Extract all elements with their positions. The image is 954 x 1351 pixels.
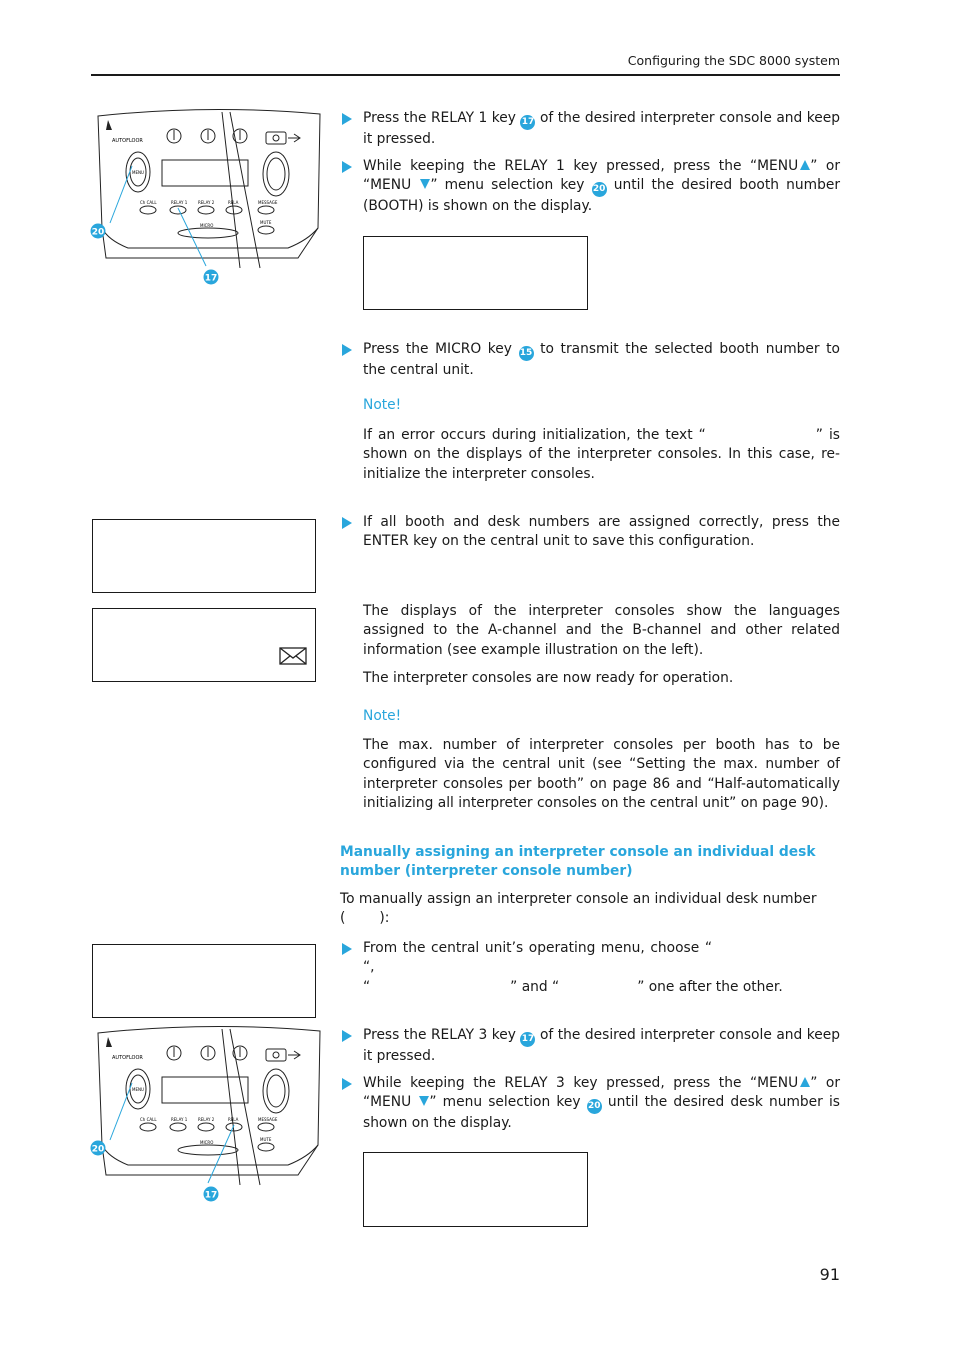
step-text: While keeping the RELAY 3 key pressed, press the “MENU [363,1075,799,1091]
console-illustration-top [88,108,328,288]
message-label: MESSAGE [258,200,278,205]
key-number-icon: 17 [520,1032,535,1047]
key-number-icon: 20 [587,1099,602,1114]
micro-label: MICRO [200,1140,214,1145]
relay2-label: RELAY 2 [198,1117,215,1122]
step-arrow-icon [342,113,352,125]
note-text: If an error occurs during initialization, the text “ [363,427,706,443]
step-arrow-icon [342,344,352,356]
lcd-display-menu [92,944,316,1018]
autofloor-label: AUTOFLOOR [112,1055,143,1061]
step-text: of the desired interpreter console and keep it pressed. [363,110,840,147]
relay2-label: RELAY 2 [198,200,215,205]
ch-call-label: Ch CALL [140,1117,157,1122]
step-arrow-icon [342,1078,352,1090]
relay1-label: RELAY 1 [171,1117,188,1122]
step-text: of the desired interpreter console and keep it pressed. [363,1027,840,1064]
autofloor-label: AUTOFLOOR [112,138,143,144]
arrow-down-icon [419,1096,429,1106]
note-text: ” is shown on the displays of the interpreter consoles. In this case, re-initialize the interpreter consoles. [363,427,840,482]
step-text: until the desired booth number (BOOTH) is shown on the display. [363,177,841,215]
note-error [363,426,840,484]
arrow-up-icon [800,160,810,170]
paragraph-displays: The displays of the interpreter consoles show the languages assigned to the A-channel and the B-channel and other related information (see example illustration on the left). [363,603,840,658]
console-drawing [88,1025,328,1205]
step-text: From the central unit’s operating menu, choose “ [363,940,712,956]
micro-label: MICRO [200,223,214,228]
step-text: ” or “MENU [363,158,840,194]
header-rule [91,74,840,76]
step-press-enter [340,513,840,552]
relay1-label: RELAY 1 [171,200,188,205]
step-text: If all booth and desk numbers are assigned correctly, press the ENTER key on the central unit to save this configuration. [363,514,840,550]
step-select-booth [340,157,840,217]
note-max-consoles: The max. number of interpreter consoles per booth has to be configured via the central unit (see “Setting the max. number of interpreter consoles per booth” on page 86 and “Half-automatically initializing all interpreter consoles on the central unit” on page 90). [363,737,840,811]
mute-label: MUTE [260,220,272,225]
step-arrow-icon [342,161,352,173]
arrow-down-icon [420,179,430,189]
relay-label: RELA [228,200,239,205]
step-text: “ [363,978,371,995]
step-text: ” menu selection key [429,1094,581,1111]
envelope-icon [279,647,307,665]
ch-call-label: Ch CALL [140,200,157,205]
step-text: Press the RELAY 3 key [363,1027,516,1043]
intro-text: ( [340,910,346,927]
lcd-display-desk [363,1152,588,1227]
note-label: Note! [363,708,402,724]
step-text: While keeping the RELAY 1 key pressed, press the “MENU [363,158,799,174]
console-illustration-bottom [88,1025,328,1205]
console-drawing [88,108,328,288]
step-arrow-icon [342,1030,352,1042]
step-choose-menu [340,939,840,997]
key-number-icon: 17 [520,115,535,130]
menu-label: MENU [132,170,144,175]
message-label: MESSAGE [258,1117,278,1122]
intro-text: ): [379,910,390,927]
lcd-display-booth [363,236,588,310]
step-text: Press the RELAY 1 key [363,110,516,126]
step-arrow-icon [342,943,352,955]
intro-text: To manually assign an interpreter console an individual desk number [340,891,817,907]
paragraph-ready: The interpreter consoles are now ready for operation. [363,670,734,686]
header-title: Configuring the SDC 8000 system [627,53,840,68]
step-text: Press the MICRO key [363,341,512,357]
step-text: ” menu selection key [430,177,585,194]
step-text: ” and “ [510,978,560,995]
step-press-relay3 [340,1026,840,1066]
step-text: to transmit the selected booth number to the central unit. [363,341,840,378]
arrow-up-icon [800,1077,810,1087]
section-heading: Manually assigning an interpreter console an individual desk number (interpreter console number) [340,844,816,880]
relay-label: RELA [228,1117,239,1122]
step-text: ” or “MENU [363,1075,840,1111]
key-number-icon: 20 [592,182,607,197]
key-number-icon: 15 [519,346,534,361]
lcd-display-languages [92,608,316,682]
step-text: until the desired desk number is shown on the display. [363,1094,840,1132]
step-press-relay1 [340,109,840,149]
menu-label: MENU [132,1087,144,1092]
step-arrow-icon [342,517,352,529]
page-number: 91 [819,1265,840,1284]
callout-17: 17 [204,273,218,284]
mute-label: MUTE [260,1137,272,1142]
step-text: “, [363,959,375,976]
step-text: ” one after the other. [637,978,783,995]
callout-20: 20 [91,1144,105,1155]
note-label: Note! [363,397,402,413]
step-select-desk [340,1074,840,1134]
callout-20: 20 [91,227,105,238]
section-intro [340,890,840,929]
callout-17: 17 [204,1190,218,1201]
step-press-micro [340,340,840,380]
lcd-display-config [92,519,316,593]
